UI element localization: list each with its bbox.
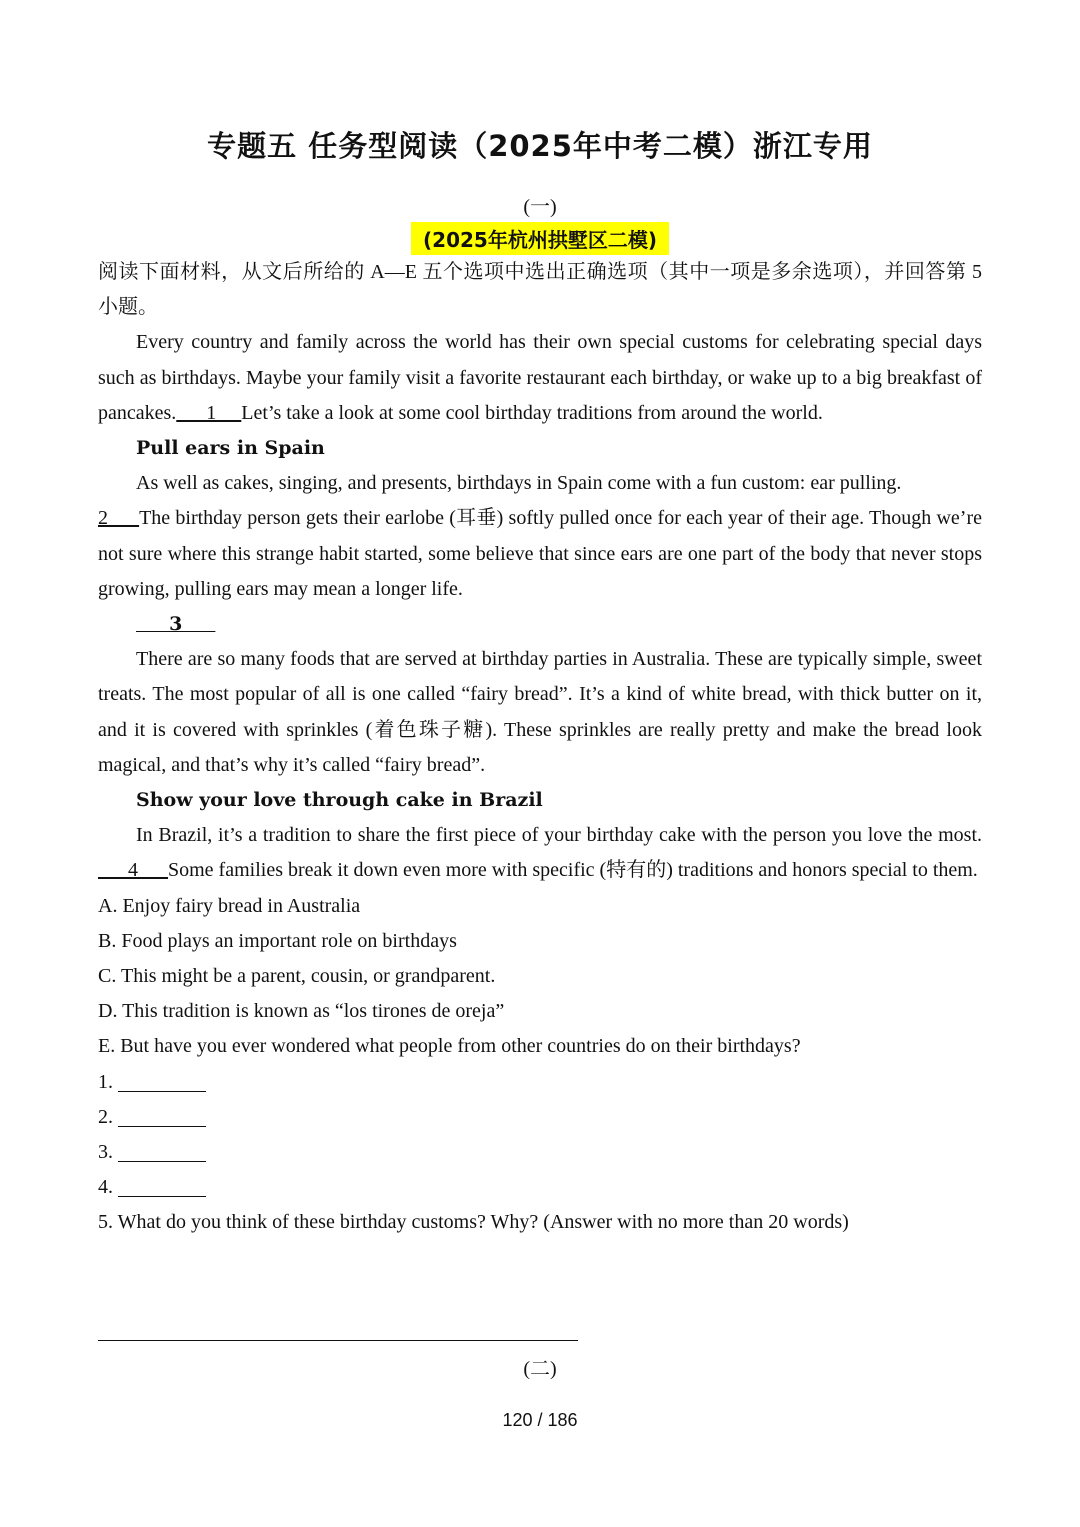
- answer-line-q5[interactable]: [98, 1340, 578, 1341]
- page-number: 120 / 186: [502, 1410, 578, 1430]
- option-a: A. Enjoy fairy bread in Australia: [98, 894, 361, 917]
- document-body: [98, 255, 982, 1241]
- blank-3: 3: [136, 613, 216, 636]
- section-heading-brazil: Show your love through cake in Brazil: [136, 789, 543, 812]
- option-c: C. This might be a parent, cousin, or grandparent.: [98, 965, 496, 988]
- passage-text: The birthday person gets their earlobe (耳垂) softly pulled once for each year of their age. Though we’re not sure where this strange habit started, some believe that since ears are one part of the body that never stops growing, pulling ears may mean a longer life.: [98, 507, 983, 600]
- answer-label: 3.: [98, 1141, 113, 1164]
- section-heading-blank-3: [98, 607, 982, 642]
- blank-1: 1: [176, 401, 242, 424]
- passage-paragraph-1: [98, 325, 982, 431]
- passage-text: As well as cakes, singing, and presents, birthdays in Spain come with a fun custom: ear pulling.: [136, 472, 902, 495]
- section-number-two: (二): [523, 1358, 557, 1380]
- answer-3: [98, 1135, 982, 1170]
- answer-2: [98, 1100, 982, 1135]
- passage-text: Some families break it down even more with specific (特有的) traditions and honors special to them.: [168, 859, 978, 882]
- section-number-one: (一): [523, 196, 557, 218]
- passage-paragraph-2b: [98, 501, 982, 607]
- page-title: 专题五 任务型阅读（2025年中考二模）浙江专用: [207, 129, 873, 163]
- answer-label: 4.: [98, 1176, 113, 1199]
- passage-paragraph-3: There are so many foods that are served at birthday parties in Australia. These are typically simple, sweet treats. The most popular of all is one called “fairy bread”. It’s a kind of white bread, with thick butter on it, and it is covered with sprinkles (着色珠子糖). These sprinkles are really pretty and make the bread look magical, and that’s why it’s called “fairy bread”.: [98, 648, 982, 776]
- answer-line[interactable]: [118, 1104, 206, 1127]
- answer-line[interactable]: [118, 1069, 206, 1092]
- question-5: 5. What do you think of these birthday customs? Why? (Answer with no more than 20 words): [98, 1211, 849, 1234]
- answer-label: 2.: [98, 1105, 113, 1128]
- source-wrapper: [0, 222, 1080, 255]
- passage-paragraph-2: [98, 466, 982, 501]
- answer-line[interactable]: [118, 1174, 206, 1197]
- answer-line[interactable]: [118, 1139, 206, 1162]
- option-e: E. But have you ever wondered what people from other countries do on their birthdays?: [98, 1035, 801, 1058]
- section-heading-spain: Pull ears in Spain: [136, 437, 325, 460]
- passage-text: In Brazil, it’s a tradition to share the first piece of your birthday cake with the person you love the most.: [136, 824, 982, 847]
- source-label: (2025年杭州拱墅区二模): [411, 222, 669, 255]
- blank-2: 2: [98, 507, 140, 530]
- answer-4: [98, 1170, 982, 1205]
- passage-text: Every country and family across the world has their own special customs for celebrating special days such as birthdays. Maybe your family visit a favorite restaurant each birthday, or wake up to a big breakfast of pancakes.: [98, 331, 982, 424]
- passage-paragraph-4: [98, 818, 982, 888]
- answer-label: 1.: [98, 1070, 113, 1093]
- passage-text: Let’s take a look at some cool birthday traditions from around the world.: [241, 401, 823, 424]
- blank-4: 4: [98, 859, 168, 882]
- answer-1: [98, 1065, 982, 1100]
- option-d: D. This tradition is known as “los tirones de oreja”: [98, 1000, 505, 1023]
- instructions: 阅读下面材料，从文后所给的 A—E 五个选项中选出正确选项（其中一项是多余选项），并回答第 5 小题。: [98, 261, 982, 319]
- option-b: B. Food plays an important role on birthdays: [98, 929, 457, 952]
